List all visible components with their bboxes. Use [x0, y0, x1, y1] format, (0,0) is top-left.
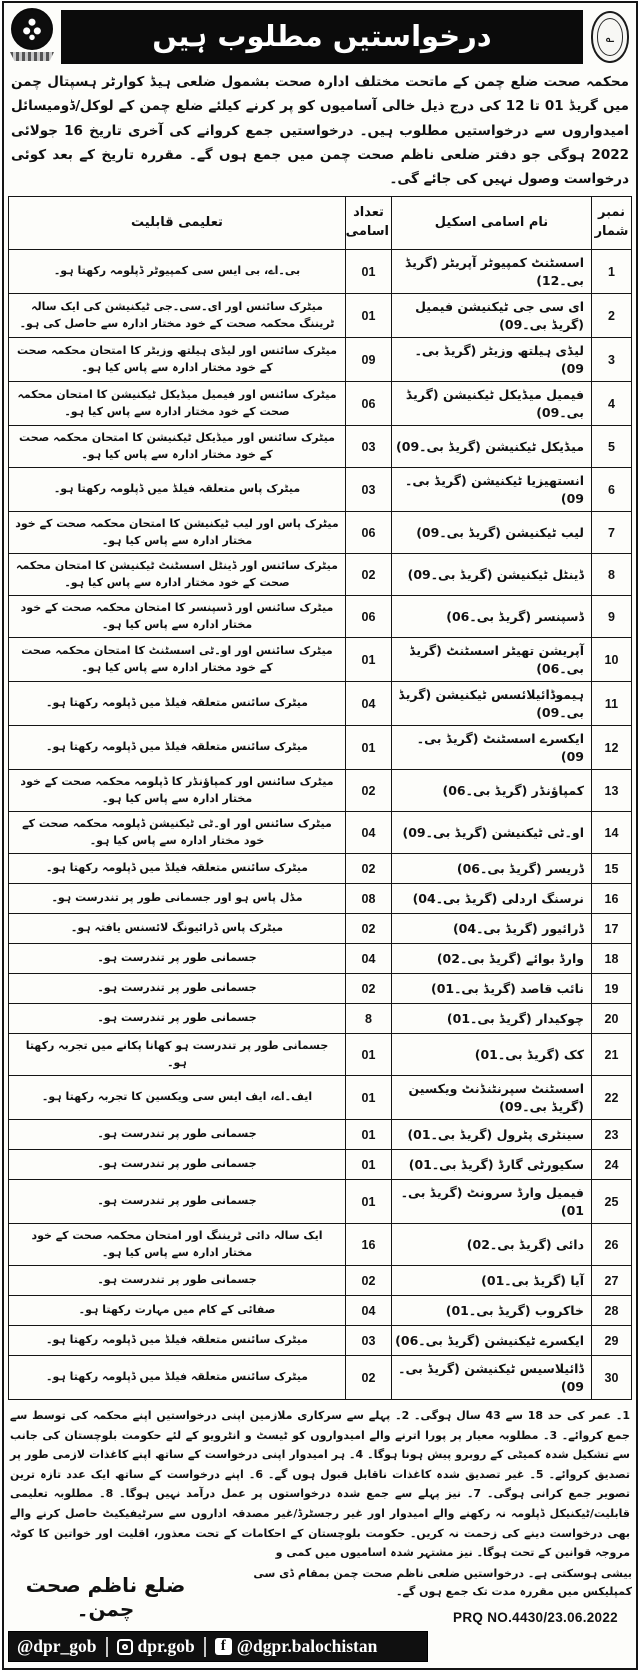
post-count-cell: 04: [346, 812, 392, 854]
twitter-handle-text: @dpr_gob: [17, 1636, 97, 1657]
qualification-cell: میٹرک سائنس متعلقہ فیلڈ میں ڈپلومہ رکھتا ہو۔: [9, 682, 346, 726]
serial-number-cell: 27: [592, 1266, 632, 1296]
serial-number-cell: 22: [592, 1076, 632, 1120]
facebook-handle: [215, 1636, 378, 1657]
qualification-cell: میٹرک پاس متعلقہ فیلڈ میں ڈپلومہ رکھتا ہو۔: [9, 468, 346, 512]
table-row: [9, 1180, 632, 1224]
instagram-handle: [117, 1636, 195, 1657]
post-name-cell: سکیورٹی گارڈ (گریڈ بی۔01): [392, 1150, 592, 1180]
qualification-cell: ایک سالہ دائی ٹریننگ اور امتحان محکمہ صحت کے خود مختار ادارہ سے پاس کیا ہو۔: [9, 1224, 346, 1266]
table-row: [9, 1356, 632, 1400]
post-name-cell: دائی (گریڈ بی۔02): [392, 1224, 592, 1266]
post-name-cell: ڈسپنسر (گریڈ بی۔06): [392, 596, 592, 638]
table-row: [9, 1326, 632, 1356]
post-name-cell: انستھیزیا ٹیکنیشن (گریڈ بی۔09): [392, 468, 592, 512]
qualification-cell: میٹرک سائنس اور میڈیکل ٹیکنیشن کا امتحان محکمہ صحت کے خود مختار ادارہ سے پاس کیا ہو۔: [9, 426, 346, 468]
column-header-qualification: تعلیمی قابلیت: [9, 197, 346, 250]
post-name-cell: ہیموڈائیلائسس ٹیکنیشن (گریڈ بی۔09): [392, 682, 592, 726]
post-name-cell: ای سی جی ٹیکنیشن فیمیل (گریڈ بی۔09): [392, 294, 592, 338]
crest-circle-icon: [11, 8, 53, 50]
post-count-cell: 01: [346, 250, 392, 294]
table-row: [9, 914, 632, 944]
table-row: [9, 770, 632, 812]
job-advertisement: [2, 1, 638, 1670]
page-title: درخواستیں مطلوب ہیں: [61, 10, 583, 64]
post-count-cell: 08: [346, 884, 392, 914]
separator: [106, 1637, 108, 1657]
instagram-handle-text: dpr.gob: [137, 1636, 195, 1657]
table-row: [9, 338, 632, 382]
jobs-table-body: [9, 250, 632, 1400]
table-row: [9, 382, 632, 426]
table-row: [9, 1004, 632, 1034]
post-count-cell: 06: [346, 382, 392, 426]
table-row: [9, 596, 632, 638]
crest-banner-icon: [10, 52, 54, 61]
post-name-cell: وارڈ بوائے (گریڈ بی۔02): [392, 944, 592, 974]
column-header-count: تعداد اسامی: [346, 197, 392, 250]
post-count-cell: 02: [346, 914, 392, 944]
qualification-cell: جسمانی طور پر تندرست ہو۔: [9, 974, 346, 1004]
serial-number-cell: 30: [592, 1356, 632, 1400]
post-name-cell: آپریشن تھیٹر اسسٹنٹ (گریڈ بی۔06): [392, 638, 592, 682]
post-count-cell: 04: [346, 682, 392, 726]
serial-number-cell: 14: [592, 812, 632, 854]
post-count-cell: 03: [346, 426, 392, 468]
post-count-cell: 06: [346, 596, 392, 638]
post-name-cell: لیڈی ہیلتھ وزیٹر (گریڈ بی۔09): [392, 338, 592, 382]
facebook-handle-text: @dgpr.balochistan: [236, 1636, 378, 1657]
table-row: [9, 884, 632, 914]
separator: [204, 1637, 206, 1657]
table-row: [9, 512, 632, 554]
prq-reference-number: PRQ NO.4430/23.06.2022: [453, 1610, 618, 1626]
post-name-cell: نرسنگ اردلی (گریڈ بی۔04): [392, 884, 592, 914]
table-row: [9, 974, 632, 1004]
serial-number-cell: 17: [592, 914, 632, 944]
qualification-cell: میٹرک سائنس متعلقہ فیلڈ میں ڈپلومہ رکھتا ہو۔: [9, 726, 346, 770]
serial-number-cell: 21: [592, 1034, 632, 1076]
post-count-cell: 01: [346, 726, 392, 770]
serial-number-cell: 2: [592, 294, 632, 338]
post-count-cell: 02: [346, 1356, 392, 1400]
health-department-crest-logo: [8, 8, 56, 66]
post-name-cell: آیا (گریڈ بی۔01): [392, 1266, 592, 1296]
qualification-cell: میٹرک پاس ڈرائیونگ لائسنس یافتہ ہو۔: [9, 914, 346, 944]
post-name-cell: ڈرائیور (گریڈ بی۔04): [392, 914, 592, 944]
table-row: [9, 426, 632, 468]
serial-number-cell: 8: [592, 554, 632, 596]
qualification-cell: صفائی کے کام میں مہارت رکھتا ہو۔: [9, 1296, 346, 1326]
table-row: [9, 1076, 632, 1120]
qualification-cell: میٹرک سائنس متعلقہ فیلڈ میں ڈپلومہ رکھتا ہو۔: [9, 854, 346, 884]
serial-number-cell: 20: [592, 1004, 632, 1034]
post-name-cell: فیمیل میڈیکل ٹیکنیشن (گریڈ بی۔09): [392, 382, 592, 426]
serial-number-cell: 18: [592, 944, 632, 974]
signature-district-health-officer: ضلع ناظم صحت چمن۔: [25, 1572, 186, 1621]
serial-number-cell: 3: [592, 338, 632, 382]
table-row: [9, 1034, 632, 1076]
social-media-bar: [8, 1631, 428, 1662]
post-count-cell: 01: [346, 1034, 392, 1076]
serial-number-cell: 28: [592, 1296, 632, 1326]
serial-number-cell: 13: [592, 770, 632, 812]
table-row: [9, 1120, 632, 1150]
qualification-cell: میٹرک سائنس اور ڈسپنسر کا امتحان محکمہ صحت کے خود مختار ادارہ سے پاس کیا ہو۔: [9, 596, 346, 638]
qualification-cell: میٹرک سائنس اور ای۔سی۔جی ٹیکنیشن کی ایک سالہ ٹریننگ محکمہ صحت کے خود مختار ادارہ سے حاصل کی ہو۔: [9, 294, 346, 338]
closing-line: بیشی ہوسکتی ہے۔ درخواستیں ضلعی ناظم صحت چمن بمقام ڈی سی کمپلیکس میں مقررہ مدت تک جمع ہوں گے۔: [253, 1566, 632, 1599]
table-row: [9, 554, 632, 596]
post-count-cell: 01: [346, 1120, 392, 1150]
qualification-cell: میٹرک سائنس متعلقہ فیلڈ میں ڈپلومہ رکھتا ہو۔: [9, 1356, 346, 1400]
table-row: [9, 638, 632, 682]
serial-number-cell: 1: [592, 250, 632, 294]
qualification-cell: جسمانی طور پر تندرست ہو کھانا پکانے میں تجربہ رکھتا ہو۔: [9, 1034, 346, 1076]
post-count-cell: 01: [346, 1180, 392, 1224]
post-count-cell: 02: [346, 770, 392, 812]
table-row: [9, 250, 632, 294]
table-row: [9, 1296, 632, 1326]
post-name-cell: او۔ٹی ٹیکنیشن (گریڈ بی۔09): [392, 812, 592, 854]
post-count-cell: 04: [346, 1296, 392, 1326]
table-row: [9, 1150, 632, 1180]
post-count-cell: 01: [346, 1076, 392, 1120]
post-name-cell: کک (گریڈ بی۔01): [392, 1034, 592, 1076]
post-count-cell: 01: [346, 638, 392, 682]
qualification-cell: بی۔اے، بی ایس سی کمپیوٹر ڈپلومہ رکھتا ہو۔: [9, 250, 346, 294]
table-row: [9, 682, 632, 726]
serial-number-cell: 25: [592, 1180, 632, 1224]
post-count-cell: 16: [346, 1224, 392, 1266]
table-row: [9, 1224, 632, 1266]
qualification-cell: میٹرک سائنس اور ڈینٹل اسسٹنٹ ٹیکنیشن کا امتحان محکمہ صحت کے خود مختار ادارہ سے پاس کیا ہو۔: [9, 554, 346, 596]
emblem-oval-icon: [591, 11, 629, 63]
column-header-name: نام اسامی اسکیل: [392, 197, 592, 250]
bottom-right-block: [203, 1565, 632, 1629]
twitter-handle: [17, 1636, 97, 1657]
qualification-cell: میٹرک سائنس اور لیڈی ہیلتھ وزیٹر کا امتحان محکمہ صحت کے خود مختار ادارہ سے پاس کیا ہو۔: [9, 338, 346, 382]
post-count-cell: 01: [346, 294, 392, 338]
post-count-cell: 03: [346, 1326, 392, 1356]
balochistan-government-emblem-logo: [588, 8, 632, 66]
post-name-cell: سینٹری پٹرول (گریڈ بی۔01): [392, 1120, 592, 1150]
table-row: [9, 468, 632, 512]
qualification-cell: میٹرک سائنس اور او۔ٹی ٹیکنیشن ڈپلومہ محکمہ صحت کے خود مختار ادارہ سے پاس کیا ہو۔: [9, 812, 346, 854]
post-name-cell: میڈیکل ٹیکنیشن (گریڈ بی۔09): [392, 426, 592, 468]
qualification-cell: جسمانی طور پر تندرست ہو۔: [9, 1266, 346, 1296]
qualification-cell: میٹرک سائنس متعلقہ فیلڈ میں ڈپلومہ رکھتا ہو۔: [9, 1326, 346, 1356]
serial-number-cell: 9: [592, 596, 632, 638]
post-name-cell: فیمیل وارڈ سرونٹ (گریڈ بی۔01): [392, 1180, 592, 1224]
facebook-icon: f: [215, 1638, 232, 1655]
serial-number-cell: 16: [592, 884, 632, 914]
post-count-cell: 02: [346, 1266, 392, 1296]
post-name-cell: چوکیدار (گریڈ بی۔01): [392, 1004, 592, 1034]
qualification-cell: میٹرک سائنس اور او۔ٹی اسسٹنٹ کا امتحان محکمہ صحت کے خود مختار ادارہ سے پاس کیا ہو۔: [9, 638, 346, 682]
terms-and-conditions: 1۔ عمر کی حد 18 سے 43 سال ہوگی۔ 2۔ پہلے سے سرکاری ملازمین اپنی درخواستیں اپنے محکمہ کی توسط سے جمع کروائے۔ 3۔ مطلوبہ معیار پر پورا اترنے والے امیدواروں کو ٹیسٹ و انٹرویو کے لئے حکومت بلوچستان کی جانب سے تشکیل شدہ کمیٹی کے روبرو پیش ہونا ہوگا۔ 4۔ ہر امیدوار اپنی درخواست کے ساتھ اپنے کاغذات لازمی طور پر تصدیق کروائے۔ 5۔ غیر تصدیق شدہ کاغذات ناقابل قبول ہوں گے۔ 6۔ اپنے درخواست کے ساتھ ایک عدد تازہ ترین تصویر جمع کرانی ہوگی۔ 7۔ نیز پہلے سے جمع شدہ درخواستوں پر عمل درآمد نہیں ہوگا۔ 8۔ مطلوبہ تعلیمی قابلیت/ٹیکنیکل ڈپلومہ نہ رکھنے والے امیدوار اور غیر رجسٹرڈ/غیر مصدقہ اداروں سے سرٹیفیکیٹ حاصل کرنے والے بھی درخواست دینے کی زحمت نہ کریں۔ حکومت بلوچستان کے احکامات کے تحت معذور، اقلیت اور خواتین کا کوٹہ مروجہ قوانین کے تحت ہوگا۔ نیز مشتہر شدہ اسامیوں میں کمی و: [10, 1409, 630, 1560]
qualification-cell: جسمانی طور پر تندرست ہو۔: [9, 944, 346, 974]
table-row: [9, 812, 632, 854]
serial-number-cell: 12: [592, 726, 632, 770]
serial-number-cell: 19: [592, 974, 632, 1004]
jobs-table: [8, 196, 632, 1400]
serial-number-cell: 26: [592, 1224, 632, 1266]
post-name-cell: نائب قاصد (گریڈ بی۔01): [392, 974, 592, 1004]
post-count-cell: 8: [346, 1004, 392, 1034]
serial-number-cell: 6: [592, 468, 632, 512]
serial-number-cell: 10: [592, 638, 632, 682]
post-count-cell: 02: [346, 974, 392, 1004]
post-name-cell: کمپاؤنڈر (گریڈ بی۔06): [392, 770, 592, 812]
serial-number-cell: 4: [592, 382, 632, 426]
intro-paragraph: محکمہ صحت ضلع چمن کے ماتحت مختلف ادارہ صحت بشمول ضلعی ہیڈ کوارٹر ہسپتال چمن میں گریڈ 01 تا 12 کی درج ذیل خالی آسامیوں کو پر کرنے کیلئے ضلع چمن کے لوکل/ڈومیسائل امیدواروں سے درخواستیں مطلوب ہیں۔ درخواستیں جمع کروانے کی آخری تاریخ 16 جولائی 2022 ہوگی جو دفتر ضلعی ناظم صحت چمن میں جمع ہوں گے۔ مقررہ تاریخ کے بعد کوئی درخواست وصول نہیں کی جائے گی۔: [11, 74, 629, 188]
post-name-cell: ڈینٹل ٹیکنیشن (گریڈ بی۔09): [392, 554, 592, 596]
serial-number-cell: 15: [592, 854, 632, 884]
table-row: [9, 726, 632, 770]
post-name-cell: خاکروب (گریڈ بی۔01): [392, 1296, 592, 1326]
serial-number-cell: 11: [592, 682, 632, 726]
qualification-cell: ایف۔اے، ایف ایس سی ویکسین کا تجربہ رکھتا ہو۔: [9, 1076, 346, 1120]
qualification-cell: میٹرک پاس اور لیب ٹیکنیشن کا امتحان محکمہ صحت کے خود مختار ادارہ سے پاس کیا ہو۔: [9, 512, 346, 554]
post-name-cell: ڈریسر (گریڈ بی۔06): [392, 854, 592, 884]
qualification-cell: مڈل پاس ہو اور جسمانی طور پر تندرست ہو۔: [9, 884, 346, 914]
qualification-cell: جسمانی طور پر تندرست ہو۔: [9, 1150, 346, 1180]
post-name-cell: لیب ٹیکنیشن (گریڈ بی۔09): [392, 512, 592, 554]
post-name-cell: ڈائیلاسیس ٹیکنیشن (گریڈ بی۔09): [392, 1356, 592, 1400]
post-count-cell: 01: [346, 1150, 392, 1180]
post-count-cell: 09: [346, 338, 392, 382]
instagram-icon: [117, 1639, 133, 1655]
serial-number-cell: 7: [592, 512, 632, 554]
qualification-cell: جسمانی طور پر تندرست ہو۔: [9, 1004, 346, 1034]
post-name-cell: ایکسرے اسسٹنٹ (گریڈ بی۔09): [392, 726, 592, 770]
serial-number-cell: 29: [592, 1326, 632, 1356]
table-row: [9, 1266, 632, 1296]
bottom-section: [8, 1565, 632, 1629]
post-count-cell: 06: [346, 512, 392, 554]
post-count-cell: 04: [346, 944, 392, 974]
post-count-cell: 02: [346, 854, 392, 884]
table-row: [9, 294, 632, 338]
emblem-inner-mark: ؎: [597, 18, 623, 56]
qualification-cell: میٹرک سائنس اور کمپاؤنڈر کا ڈپلومہ محکمہ صحت کے خود مختار ادارہ سے پاس کیا ہو۔: [9, 770, 346, 812]
qualification-cell: جسمانی طور پر تندرست ہو۔: [9, 1180, 346, 1224]
serial-number-cell: 24: [592, 1150, 632, 1180]
table-row: [9, 854, 632, 884]
qualification-cell: میٹرک سائنس اور فیمیل میڈیکل ٹیکنیشن کا امتحان محکمہ صحت کے خود مختار ادارہ سے پاس کیا ہو۔: [9, 382, 346, 426]
serial-number-cell: 5: [592, 426, 632, 468]
qualification-cell: جسمانی طور پر تندرست ہو۔: [9, 1120, 346, 1150]
header: [8, 8, 632, 66]
post-count-cell: 02: [346, 554, 392, 596]
post-name-cell: اسسٹنٹ سپرنٹنڈنٹ ویکسین (گریڈ بی۔09): [392, 1076, 592, 1120]
post-count-cell: 03: [346, 468, 392, 512]
post-name-cell: اسسٹنٹ کمپیوٹر آپریٹر (گریڈ بی۔12): [392, 250, 592, 294]
table-row: [9, 944, 632, 974]
table-header-row: [9, 197, 632, 250]
column-header-serial: نمبر شمار: [592, 197, 632, 250]
post-name-cell: ایکسرے ٹیکنیشن (گریڈ بی۔06): [392, 1326, 592, 1356]
serial-number-cell: 23: [592, 1120, 632, 1150]
